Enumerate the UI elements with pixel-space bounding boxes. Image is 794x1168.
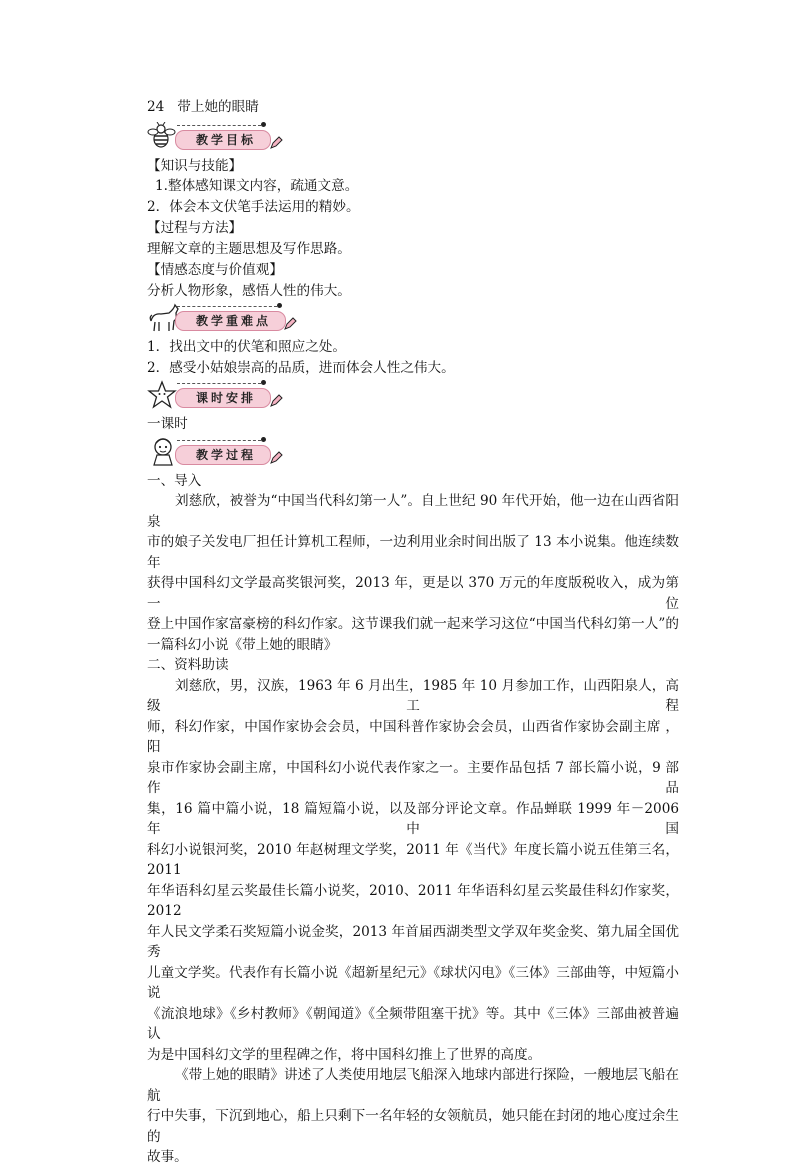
paragraph-line: 《流浪地球》《乡村教师》《朝闻道》《全频带阻塞干扰》等。其中《三体》三部曲被普遍认	[147, 1005, 679, 1042]
schedule-text: 一课时	[147, 416, 188, 432]
lesson-title-text: 带上她的眼睛	[177, 99, 259, 115]
process-part2-heading: 二、资料助读	[147, 657, 229, 673]
paragraph-line: 科幻小说银河奖，2010 年赵树理文学奖，2011 年《当代》年度长篇小说五佳第三名，2011	[147, 841, 679, 878]
paragraph-line: 行中失事，下沉到地心，船上只剩下一名年轻的女领航员，她只能在封闭的地心度过余生的	[147, 1108, 679, 1145]
method-heading: 【过程与方法】	[147, 220, 243, 236]
section-label-keypoints: 教学重难点	[175, 311, 286, 331]
section-banner-schedule	[147, 380, 679, 410]
section-banner-goals	[147, 122, 679, 152]
process-part1-heading: 一、导入	[147, 472, 202, 489]
section-label-schedule: 课时安排	[175, 388, 271, 408]
section-label-goals: 教学目标	[175, 130, 271, 150]
knowledge-item-1: 1.整体感知课文内容，疏通文意。	[155, 178, 359, 194]
keypoint-item-1: 1．找出文中的伏笔和照应之处。	[147, 339, 346, 355]
paragraph-line: 故事。	[147, 1149, 188, 1165]
section-banner-keypoints	[147, 303, 679, 333]
paragraph-line: 儿童文学奖。代表作有长篇小说《超新星纪元》《球状闪电》《三体》三部曲等，中短篇小说	[147, 964, 679, 1001]
paragraph-line: 市的娘子关发电厂担任计算机工程师，一边利用业余时间出版了 13 本小说集。他连续数年	[147, 534, 679, 571]
paragraph-line: 为是中国科幻文学的里程碑之作，将中国科幻推上了世界的高度。	[147, 1046, 542, 1063]
emotion-item-1: 分析人物形象，感悟人性的伟大。	[147, 282, 351, 299]
process-part1-paragraph	[147, 491, 679, 655]
paragraph-line: 登上中国作家富豪榜的科幻作家。这节课我们就一起来学习这位“中国当代科幻第一人”的	[147, 616, 679, 632]
section-label-process: 教学过程	[175, 445, 271, 465]
pencil-icon	[269, 451, 283, 465]
paragraph-line: 刘慈欣，男，汉族，1963 年 6 月出生，1985 年 10 月参加工作，山西阳泉人，高级工程	[147, 677, 679, 714]
paragraph-line: 师，科幻作家，中国作家协会会员，中国科普作家协会会员，山西省作家协会副主席 ，阳	[147, 718, 679, 755]
knowledge-heading: 【知识与技能】	[147, 157, 243, 174]
paragraph-line: 刘慈欣，被誉为“中国当代科幻第一人”。自上世纪 90 年代开始，他一边在山西省阳泉	[147, 493, 679, 530]
pencil-icon	[269, 136, 283, 150]
keypoint-item-2: 2．感受小姑娘崇高的品质，进而体会人性之伟大。	[147, 359, 455, 376]
pencil-icon	[283, 317, 297, 331]
paragraph-line: 《带上她的眼睛》讲述了人类使用地层飞船深入地球内部进行探险，一艘地层飞船在航	[147, 1067, 679, 1104]
lesson-number: 24	[147, 99, 165, 115]
lesson-content	[147, 97, 679, 1168]
section-banner-process	[147, 437, 679, 467]
pencil-icon	[269, 394, 283, 408]
paragraph-line: 获得中国科幻文学最高奖银河奖，2013 年，更是以 370 万元的年度版税收入，成为第一位	[147, 575, 679, 612]
paragraph-line: 一篇科幻小说《带上她的眼睛》	[147, 636, 338, 653]
knowledge-item-2: 2．体会本文伏笔手法运用的精妙。	[147, 198, 360, 215]
process-part2-paragraph	[147, 676, 679, 1066]
paragraph-line: 年华语科幻星云奖最佳长篇小说奖，2010、2011 年华语科幻星云奖最佳科幻作家奖，2012	[147, 882, 679, 919]
paragraph-line: 集，16 篇中篇小说，18 篇短篇小说，以及部分评论文章。作品蝉联 1999 年－2006 年中国	[147, 800, 679, 837]
paragraph-line: 泉市作家协会副主席，中国科幻小说代表作家之一。主要作品包括 7 部长篇小说，9 部作品	[147, 759, 679, 796]
lesson-title	[147, 97, 679, 118]
method-item-1: 理解文章的主题思想及写作思路。	[147, 240, 351, 257]
process-part3-paragraph	[147, 1065, 679, 1168]
paragraph-line: 年人民文学柔石奖短篇小说金奖，2013 年首届西湖类型文学双年奖金奖、第九届全国优秀	[147, 923, 679, 960]
emotion-heading: 【情感态度与价值观】	[147, 262, 283, 278]
